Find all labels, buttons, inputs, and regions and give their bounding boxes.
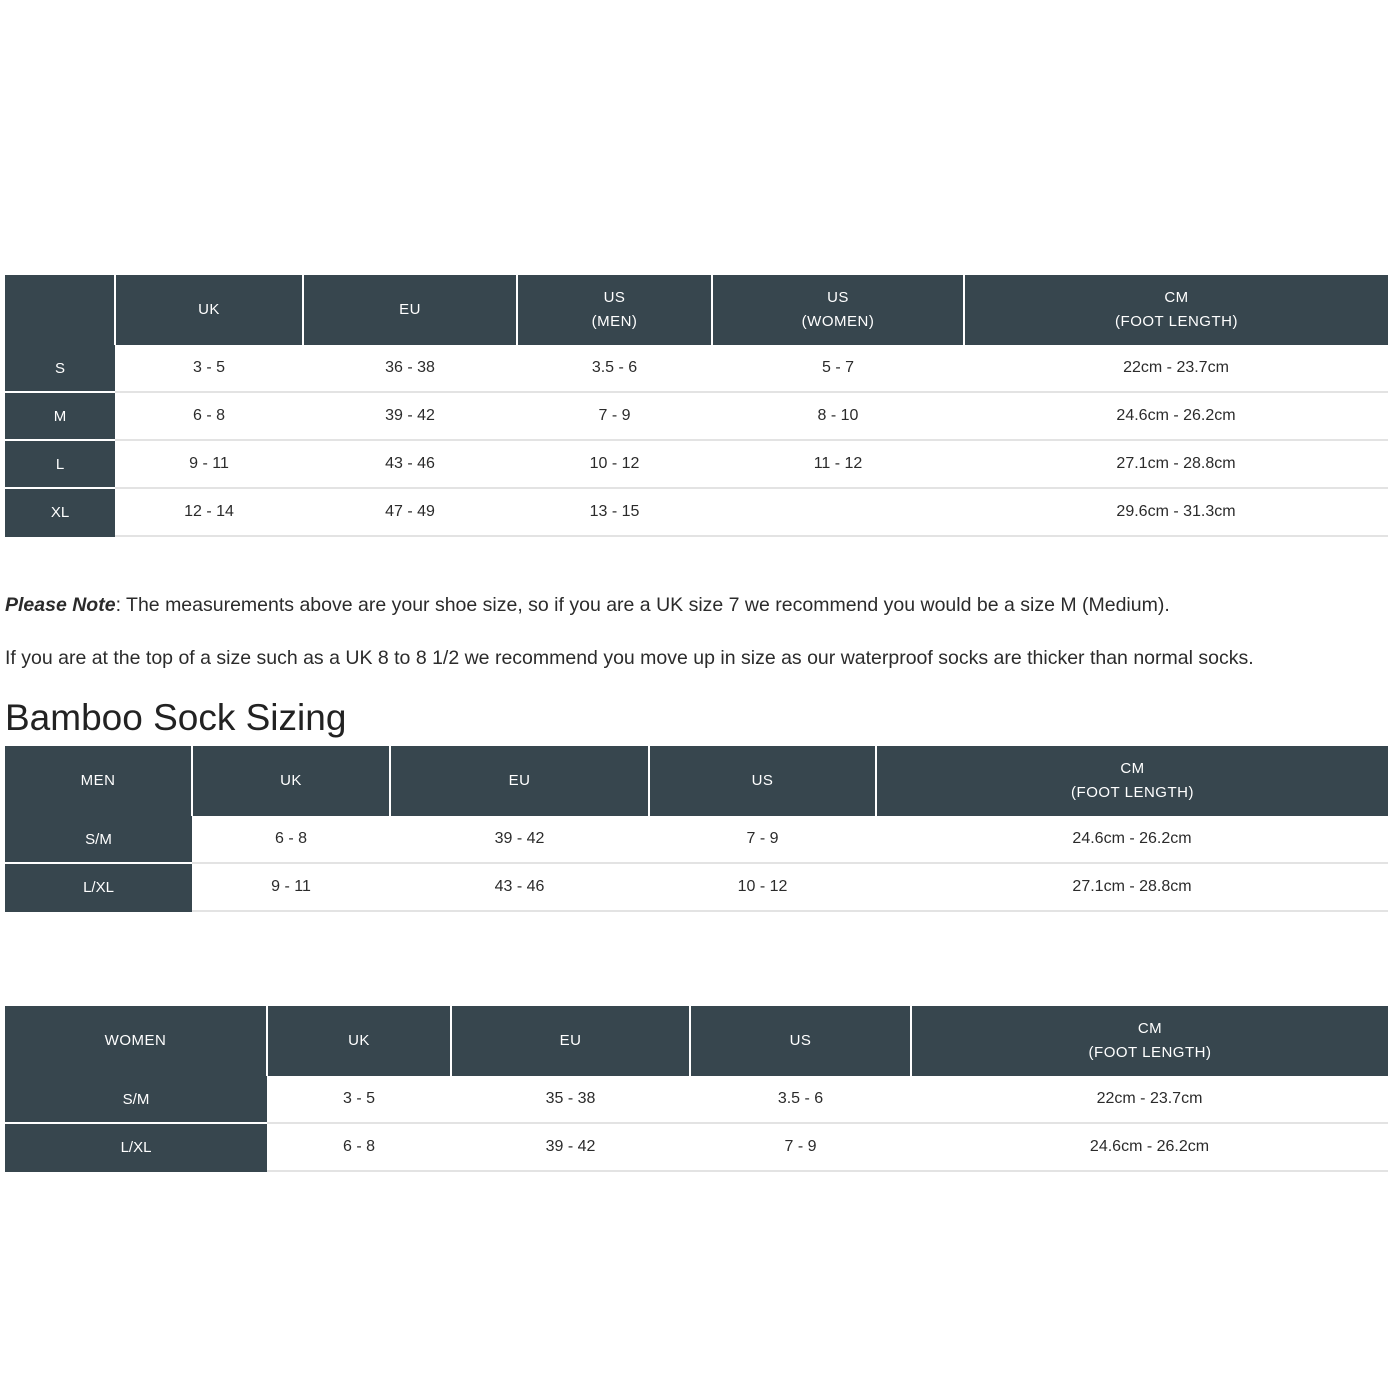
cell-eu: 47 - 49 <box>303 488 517 536</box>
cell-cm: 29.6cm - 31.3cm <box>964 488 1388 536</box>
cell-eu: 36 - 38 <box>303 345 517 392</box>
cell-us: 7 - 9 <box>690 1123 911 1171</box>
header-cell-uk: UK <box>115 275 303 345</box>
cell-cm: 27.1cm - 28.8cm <box>964 440 1388 488</box>
table-row <box>5 816 1388 863</box>
cell-us-men: 3.5 - 6 <box>517 345 712 392</box>
cell-eu: 43 - 46 <box>390 863 649 911</box>
header-cell-us: US <box>649 746 876 816</box>
waterproof-size-table <box>5 275 1388 537</box>
cell-cm: 24.6cm - 26.2cm <box>876 816 1388 863</box>
table-row <box>5 440 1388 488</box>
bamboo-women-size-table <box>5 1006 1388 1172</box>
cell-uk: 3 - 5 <box>115 345 303 392</box>
cell-us-women: 11 - 12 <box>712 440 964 488</box>
row-label: S/M <box>5 1076 267 1123</box>
cell-us: 7 - 9 <box>649 816 876 863</box>
header-cell-eu: EU <box>303 275 517 345</box>
row-label: S/M <box>5 816 192 863</box>
header-cell-us-women: US (WOMEN) <box>712 275 964 345</box>
cell-us-women: 8 - 10 <box>712 392 964 440</box>
cell-uk: 6 - 8 <box>115 392 303 440</box>
note-text: : The measurements above are your shoe size, so if you are a UK size 7 we recommend you would be a size M (Medium). <box>115 594 1170 616</box>
header-cell-eu: EU <box>451 1006 690 1076</box>
table-row <box>5 863 1388 911</box>
cell-cm: 27.1cm - 28.8cm <box>876 863 1388 911</box>
cell-uk: 9 - 11 <box>115 440 303 488</box>
header-cell-cm: CM (FOOT LENGTH) <box>911 1006 1388 1076</box>
cell-us-women: 5 - 7 <box>712 345 964 392</box>
cell-eu: 35 - 38 <box>451 1076 690 1123</box>
section-title: Bamboo Sock Sizing <box>5 697 347 738</box>
cell-eu: 39 - 42 <box>390 816 649 863</box>
header-cell-us-men: US (MEN) <box>517 275 712 345</box>
header-cell-women: WOMEN <box>5 1006 267 1076</box>
cell-cm: 22cm - 23.7cm <box>964 345 1388 392</box>
cell-uk: 6 - 8 <box>267 1123 451 1171</box>
table-row <box>5 488 1388 536</box>
cell-uk: 3 - 5 <box>267 1076 451 1123</box>
header-cell-cm: CM (FOOT LENGTH) <box>964 275 1388 345</box>
header-cell-size <box>5 275 115 345</box>
cell-cm: 22cm - 23.7cm <box>911 1076 1388 1123</box>
row-label: XL <box>5 488 115 536</box>
cell-uk: 9 - 11 <box>192 863 390 911</box>
table-header <box>5 275 1388 345</box>
header-cell-uk: UK <box>267 1006 451 1076</box>
row-label: S <box>5 345 115 392</box>
cell-cm: 24.6cm - 26.2cm <box>964 392 1388 440</box>
cell-eu: 39 - 42 <box>303 392 517 440</box>
header-cell-cm: CM (FOOT LENGTH) <box>876 746 1388 816</box>
cell-cm: 24.6cm - 26.2cm <box>911 1123 1388 1171</box>
table-row <box>5 392 1388 440</box>
row-label: L/XL <box>5 1123 267 1171</box>
cell-eu: 39 - 42 <box>451 1123 690 1171</box>
cell-us-men: 10 - 12 <box>517 440 712 488</box>
row-label: L <box>5 440 115 488</box>
size-up-note: If you are at the top of a size such as a UK 8 to 8 1/2 we recommend you move up in size as our waterproof socks are thicker than normal socks. <box>5 647 1254 669</box>
cell-us: 3.5 - 6 <box>690 1076 911 1123</box>
cell-us-men: 13 - 15 <box>517 488 712 536</box>
cell-us-women <box>712 488 964 536</box>
row-label: L/XL <box>5 863 192 911</box>
header-cell-us: US <box>690 1006 911 1076</box>
row-label: M <box>5 392 115 440</box>
header-cell-uk: UK <box>192 746 390 816</box>
header-cell-men: MEN <box>5 746 192 816</box>
table-row <box>5 1076 1388 1123</box>
table-header <box>5 1006 1388 1076</box>
note-label: Please Note <box>5 594 116 616</box>
table-row <box>5 345 1388 392</box>
cell-uk: 12 - 14 <box>115 488 303 536</box>
cell-eu: 43 - 46 <box>303 440 517 488</box>
cell-us: 10 - 12 <box>649 863 876 911</box>
size-note <box>5 594 1400 617</box>
table-header <box>5 746 1388 816</box>
header-cell-eu: EU <box>390 746 649 816</box>
bamboo-men-size-table <box>5 746 1388 912</box>
cell-us-men: 7 - 9 <box>517 392 712 440</box>
table-row <box>5 1123 1388 1171</box>
cell-uk: 6 - 8 <box>192 816 390 863</box>
